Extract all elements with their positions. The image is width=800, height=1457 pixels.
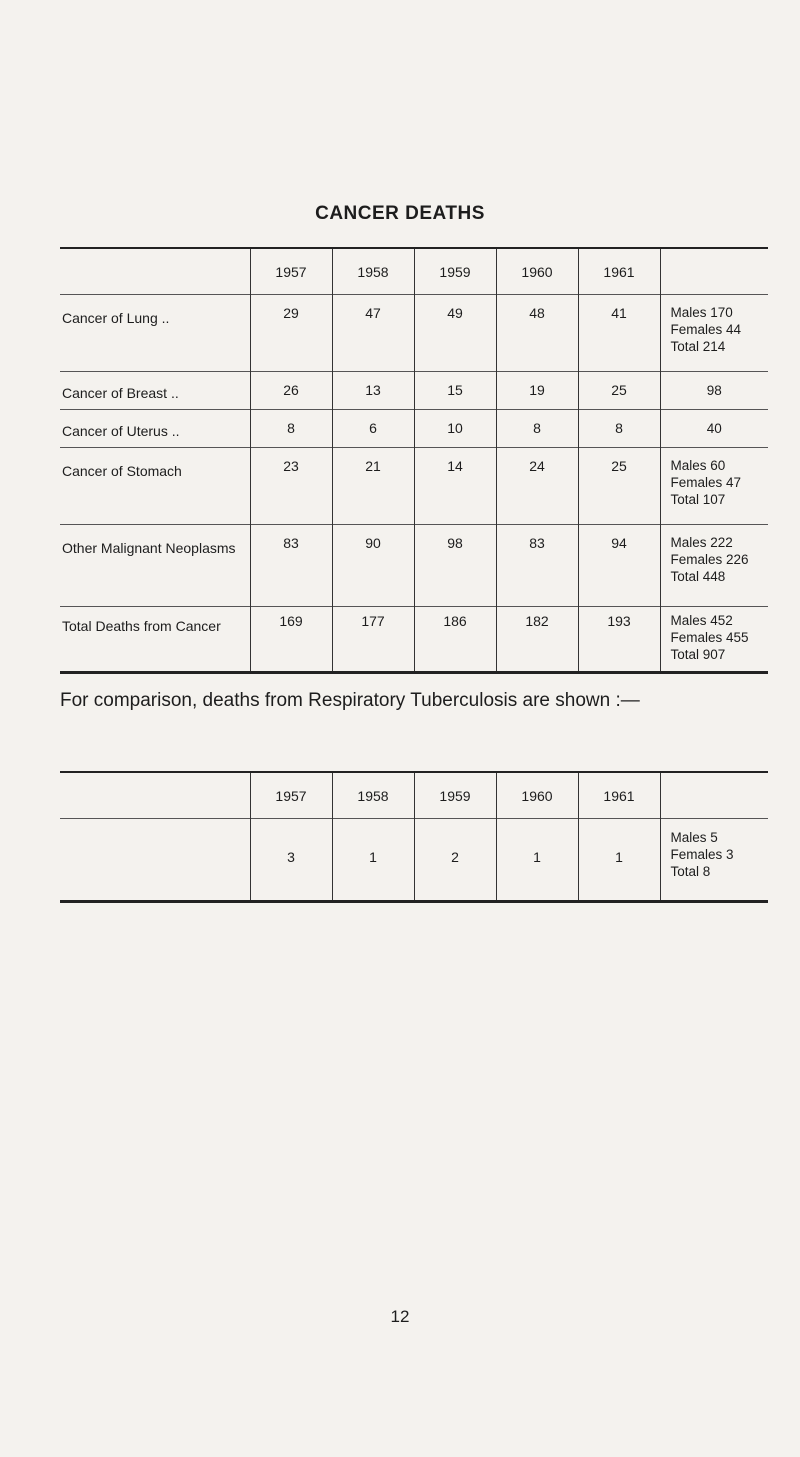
row-total <box>660 819 768 902</box>
row-label <box>60 819 250 902</box>
total-all: Total 907 <box>670 647 726 662</box>
cell-value: 26 <box>250 372 332 410</box>
row-label: Other Malignant Neoplasms <box>62 540 236 556</box>
cell-value: 186 <box>414 607 496 673</box>
cell-value: 1 <box>578 819 660 902</box>
year-header: 1958 <box>332 772 414 819</box>
cell-value: 8 <box>496 410 578 448</box>
total-males: Males 222 <box>670 535 733 550</box>
cell-value: 19 <box>496 372 578 410</box>
table-row <box>60 607 768 673</box>
table-row <box>60 525 768 607</box>
total-males: Males 452 <box>670 613 733 628</box>
total-males: Males 170 <box>670 305 733 320</box>
cell-value: 3 <box>250 819 332 902</box>
totals-header <box>660 772 768 819</box>
total-all: Total 448 <box>670 569 726 584</box>
total-females: Females 44 <box>670 322 742 337</box>
cell-value: 8 <box>250 410 332 448</box>
total-males: Males 60 <box>670 458 726 473</box>
page-number: 12 <box>390 1307 410 1326</box>
cell-value: 49 <box>414 295 496 372</box>
cell-value: 193 <box>578 607 660 673</box>
table-row <box>60 448 768 525</box>
total-females: Females 226 <box>670 552 749 567</box>
cell-value: 2 <box>414 819 496 902</box>
cell-value: 15 <box>414 372 496 410</box>
cell-value: 8 <box>578 410 660 448</box>
row-total <box>660 295 768 372</box>
table-row <box>60 819 768 902</box>
cell-value: 1 <box>496 819 578 902</box>
total-females: Females 455 <box>670 630 749 645</box>
year-header: 1959 <box>414 248 496 295</box>
cell-value: 94 <box>578 525 660 607</box>
page-title: CANCER DEATHS <box>315 203 485 224</box>
cell-value: 83 <box>496 525 578 607</box>
total-males: Males 5 <box>670 830 718 845</box>
year-header: 1958 <box>332 248 414 295</box>
year-header: 1961 <box>578 248 660 295</box>
total-all: Total 107 <box>670 492 726 507</box>
row-total <box>660 525 768 607</box>
cell-value: 48 <box>496 295 578 372</box>
cell-value: 41 <box>578 295 660 372</box>
tuberculosis-table <box>60 771 768 903</box>
table-row <box>60 295 768 372</box>
row-label: Cancer of Breast .. <box>62 385 179 401</box>
cell-value: 6 <box>332 410 414 448</box>
row-total: 40 <box>660 410 768 448</box>
cell-value: 10 <box>414 410 496 448</box>
cell-value: 47 <box>332 295 414 372</box>
cell-value: 98 <box>414 525 496 607</box>
total-all: Total 8 <box>670 864 711 879</box>
cell-value: 23 <box>250 448 332 525</box>
totals-header <box>660 248 768 295</box>
total-females: Females 3 <box>670 847 734 862</box>
header-blank <box>60 772 250 819</box>
cell-value: 1 <box>332 819 414 902</box>
cell-value: 13 <box>332 372 414 410</box>
cell-value: 21 <box>332 448 414 525</box>
table-row <box>60 372 768 410</box>
comparison-note: For comparison, deaths from Respiratory Tuberculosis are shown :— <box>60 690 640 711</box>
cell-value: 182 <box>496 607 578 673</box>
cell-value: 90 <box>332 525 414 607</box>
cell-value: 24 <box>496 448 578 525</box>
cell-value: 169 <box>250 607 332 673</box>
year-header: 1957 <box>250 772 332 819</box>
row-label: Cancer of Uterus .. <box>62 423 180 439</box>
row-label: Total Deaths from Cancer <box>62 618 221 634</box>
row-total <box>660 607 768 673</box>
total-all: Total 214 <box>670 339 726 354</box>
year-header: 1959 <box>414 772 496 819</box>
row-total: 98 <box>660 372 768 410</box>
cell-value: 177 <box>332 607 414 673</box>
row-label: Cancer of Lung .. <box>62 310 170 326</box>
table-row <box>60 410 768 448</box>
total-females: Females 47 <box>670 475 742 490</box>
year-header: 1961 <box>578 772 660 819</box>
row-label: Cancer of Stomach <box>62 463 182 479</box>
cancer-deaths-table <box>60 247 768 674</box>
header-blank <box>60 248 250 295</box>
row-total <box>660 448 768 525</box>
year-header: 1957 <box>250 248 332 295</box>
cell-value: 25 <box>578 372 660 410</box>
year-header: 1960 <box>496 772 578 819</box>
cell-value: 25 <box>578 448 660 525</box>
cell-value: 29 <box>250 295 332 372</box>
year-header: 1960 <box>496 248 578 295</box>
cell-value: 14 <box>414 448 496 525</box>
cell-value: 83 <box>250 525 332 607</box>
